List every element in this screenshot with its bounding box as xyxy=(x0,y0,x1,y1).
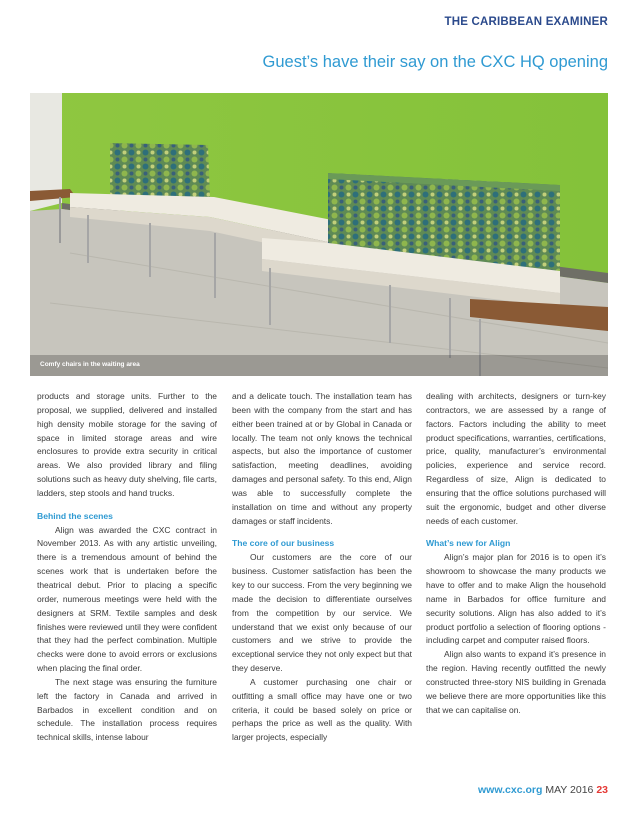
paragraph: and a delicate touch. The installation team has been with the company from the start and has either been trained at or by Global in Canada or locally. The team not only knows the technical aspects, but also the importance of customer satisfaction, meeting deadlines, avoiding damages and personal safety. To this end, Align was able to successfully complete the installation on time and without any property damages or staff incidents. xyxy=(232,391,412,526)
page-footer xyxy=(478,784,608,796)
paragraph: Our customers are the core of our business. Customer satisfaction has been the key to our success. From the very beginning we made the decision to differentiate ourselves from the competition by our service. We understand that we exist only because of our customers and we strive to provide the exceptional service they not only expect but that they deserve. xyxy=(232,552,412,674)
waiting-area-photo xyxy=(30,93,608,376)
subheading-whats-new: What’s new for Align xyxy=(426,538,511,549)
photo-caption: Comfy chairs in the waiting area xyxy=(40,361,140,368)
publication-name: THE CARIBBEAN EXAMINER xyxy=(444,16,608,28)
article-headline: Guest’s have their say on the CXC HQ opening xyxy=(262,53,608,71)
website-link[interactable]: www.cxc.org xyxy=(478,784,543,796)
subheading-core-of-business: The core of our business xyxy=(232,538,335,549)
paragraph: dealing with architects, designers or turn-key contractors, we are assessed by a range of factors. Factors including the ability to meet product specifications, warranties, certifications, price, quality, manufacturer’s environmental policies, experience and service record. Regardless of size, Align is dedicated to ensuring that the office solutions purchased will suit the ergonomic, budget and other diverse needs of each customer. xyxy=(426,391,606,526)
subheading-behind-the-scenes: Behind the scenes xyxy=(37,510,113,521)
article-column-1 xyxy=(37,390,217,745)
page-number: 23 xyxy=(596,784,608,796)
article-column-2 xyxy=(232,390,412,745)
paragraph: Align’s major plan for 2016 is to open it’s showroom to showcase the many products we have to offer and to make Align the household name in Barbados for office furniture and security solutions. Align has also added to it’s product portfolio a selection of flooring options - including carpet and computer raised floors. xyxy=(426,552,606,646)
paragraph: Align also wants to expand it’s presence in the region. Having recently outfitted the newly constructed three-story NIS building in Grenada we believe there are more opportunities like this that we can capitalise on. xyxy=(426,649,606,715)
issue-date: MAY 2016 xyxy=(545,784,594,796)
paragraph: products and storage units. Further to the proposal, we supplied, delivered and installed high density mobile storage for the saving of space in limited storage areas and wire enclosures to provide extra security in critical areas. We also provided library and filing solutions such as heavy duty shelving, file carts, ladders, step stools and hand trucks. xyxy=(37,391,217,498)
paragraph: The next stage was ensuring the furniture left the factory in Canada and arrived in Barbados in excellent condition and on schedule. The installation process requires technical skills, intense labour xyxy=(37,676,217,743)
article-column-3 xyxy=(426,390,606,717)
paragraph: A customer purchasing one chair or outfitting a small office may have one or two criteria, it could be based solely on price or perhaps the price as well as the quality. With larger projects, especially xyxy=(232,676,412,743)
paragraph: Align was awarded the CXC contract in November 2013. As with any artistic unveiling, there is a tremendous amount of behind the scenes work that is undertaken before the theatrical debut. Prior to placing a specific order, numerous meetings were held with the designers at SRM. Textile samples and desk finishes were reviewed until they were confident that they had the perfect combination. Multiple checks were done to avoid errors or exclusions when placing the final order. xyxy=(37,524,217,674)
